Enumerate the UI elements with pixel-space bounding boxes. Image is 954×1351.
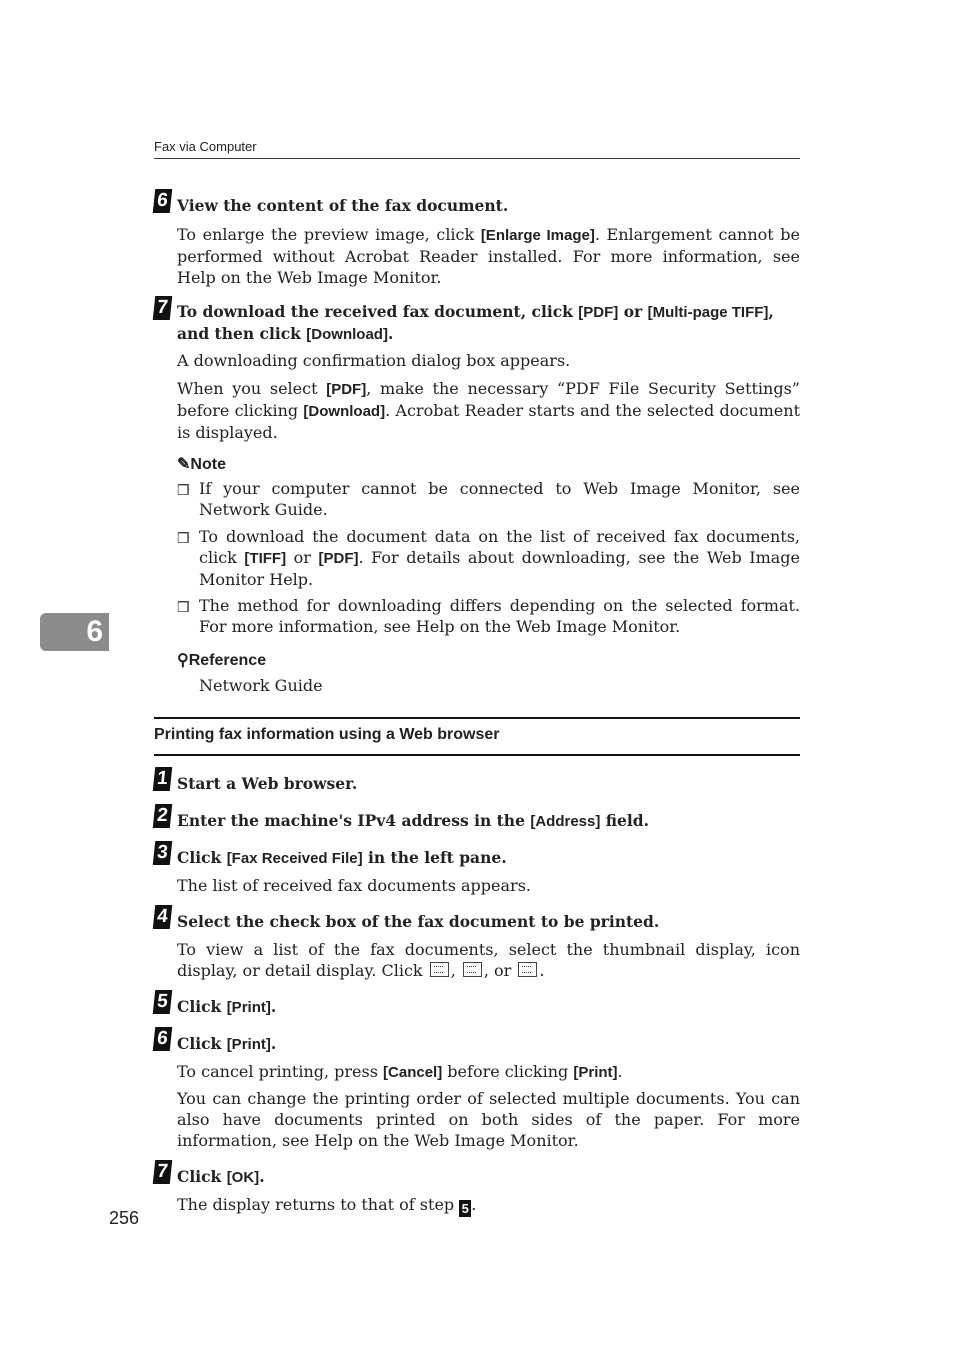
checkbox-bullet-icon: ❒ xyxy=(177,600,190,616)
step-number: 6 xyxy=(153,189,173,213)
step-number: 6 xyxy=(153,1027,173,1051)
paragraph: To view a list of the fax documents, select the thumbnail display, icon display, or detail display. Click , , or . xyxy=(177,940,800,980)
paragraph: When you select [PDF], make the necessary “PDF File Security Settings” before clicking [Download]. Acrobat Reader starts and the selected document is displayed. xyxy=(177,379,801,442)
thumbnail-display-icon xyxy=(430,962,449,977)
step-title: View the content of the fax document. xyxy=(177,196,509,215)
note-heading: ✎Note xyxy=(177,456,226,473)
note-item: ❒ If your computer cannot be connected to Web Image Monitor, see Network Guide. xyxy=(177,479,800,519)
pencil-icon: ✎ xyxy=(177,456,191,473)
paragraph: You can change the printing order of selected multiple documents. You can also have documents printed on both sides of the paper. For more information, see Help on the Web Image Monitor. xyxy=(177,1089,800,1150)
step-number: 5 xyxy=(153,990,173,1014)
paragraph: The display returns to that of step 5 . xyxy=(177,1195,477,1216)
step-number: 1 xyxy=(153,767,173,791)
icon-display-icon xyxy=(463,962,482,977)
running-header: Fax via Computer xyxy=(154,139,257,154)
note-item: ❒ The method for downloading differs depending on the selected format. For more information, see Help on the Web Image Monitor. xyxy=(177,596,800,636)
paragraph: A downloading confirmation dialog box appears. xyxy=(177,351,571,370)
detail-display-icon xyxy=(518,962,537,977)
reference-text: Network Guide xyxy=(199,676,323,695)
step-reference: 5 xyxy=(459,1200,471,1217)
step-number: 3 xyxy=(153,841,173,865)
section-title: Printing fax information using a Web browser xyxy=(154,726,500,743)
reference-heading: ⚲Reference xyxy=(177,652,267,669)
step-number: 7 xyxy=(153,1160,173,1184)
step-title: Start a Web browser. xyxy=(177,774,358,793)
step-number: 4 xyxy=(153,905,173,929)
step-title: To download the received fax document, click [PDF] or [Multi-page TIFF], and then click [Download]. xyxy=(177,302,774,343)
paragraph: To cancel printing, press [Cancel] before clicking [Print]. xyxy=(177,1062,623,1081)
page-number: 256 xyxy=(109,1208,140,1228)
step-title: Enter the machine's IPv4 address in the [Address] field. xyxy=(177,811,649,830)
paragraph: The list of received fax documents appears. xyxy=(177,876,531,895)
checkbox-bullet-icon: ❒ xyxy=(177,531,190,547)
step-title: Click [Print]. xyxy=(177,997,277,1016)
section-rule-top xyxy=(154,717,800,719)
step-title: Select the check box of the fax document to be printed. xyxy=(177,912,660,931)
step-title: Click [Print]. xyxy=(177,1034,277,1053)
note-item: ❒ To download the document data on the list of received fax documents, click [TIFF] or [PDF]. For details about downloading, see the Web Image Monitor Help. xyxy=(177,527,801,589)
step-title: Click [OK]. xyxy=(177,1167,265,1186)
header-rule xyxy=(154,158,800,159)
section-rule-bottom xyxy=(154,754,800,756)
checkbox-bullet-icon: ❒ xyxy=(177,483,190,499)
magnifier-icon: ⚲ xyxy=(177,652,189,669)
chapter-tab: 6 xyxy=(40,613,109,651)
step-number: 7 xyxy=(153,296,173,320)
step-title: Click [Fax Received File] in the left pane. xyxy=(177,848,507,867)
paragraph: To enlarge the preview image, click [Enlarge Image]. Enlargement cannot be performed without Acrobat Reader installed. For more information, see Help on the Web Image Monitor. xyxy=(177,225,800,287)
step-number: 2 xyxy=(153,804,173,828)
